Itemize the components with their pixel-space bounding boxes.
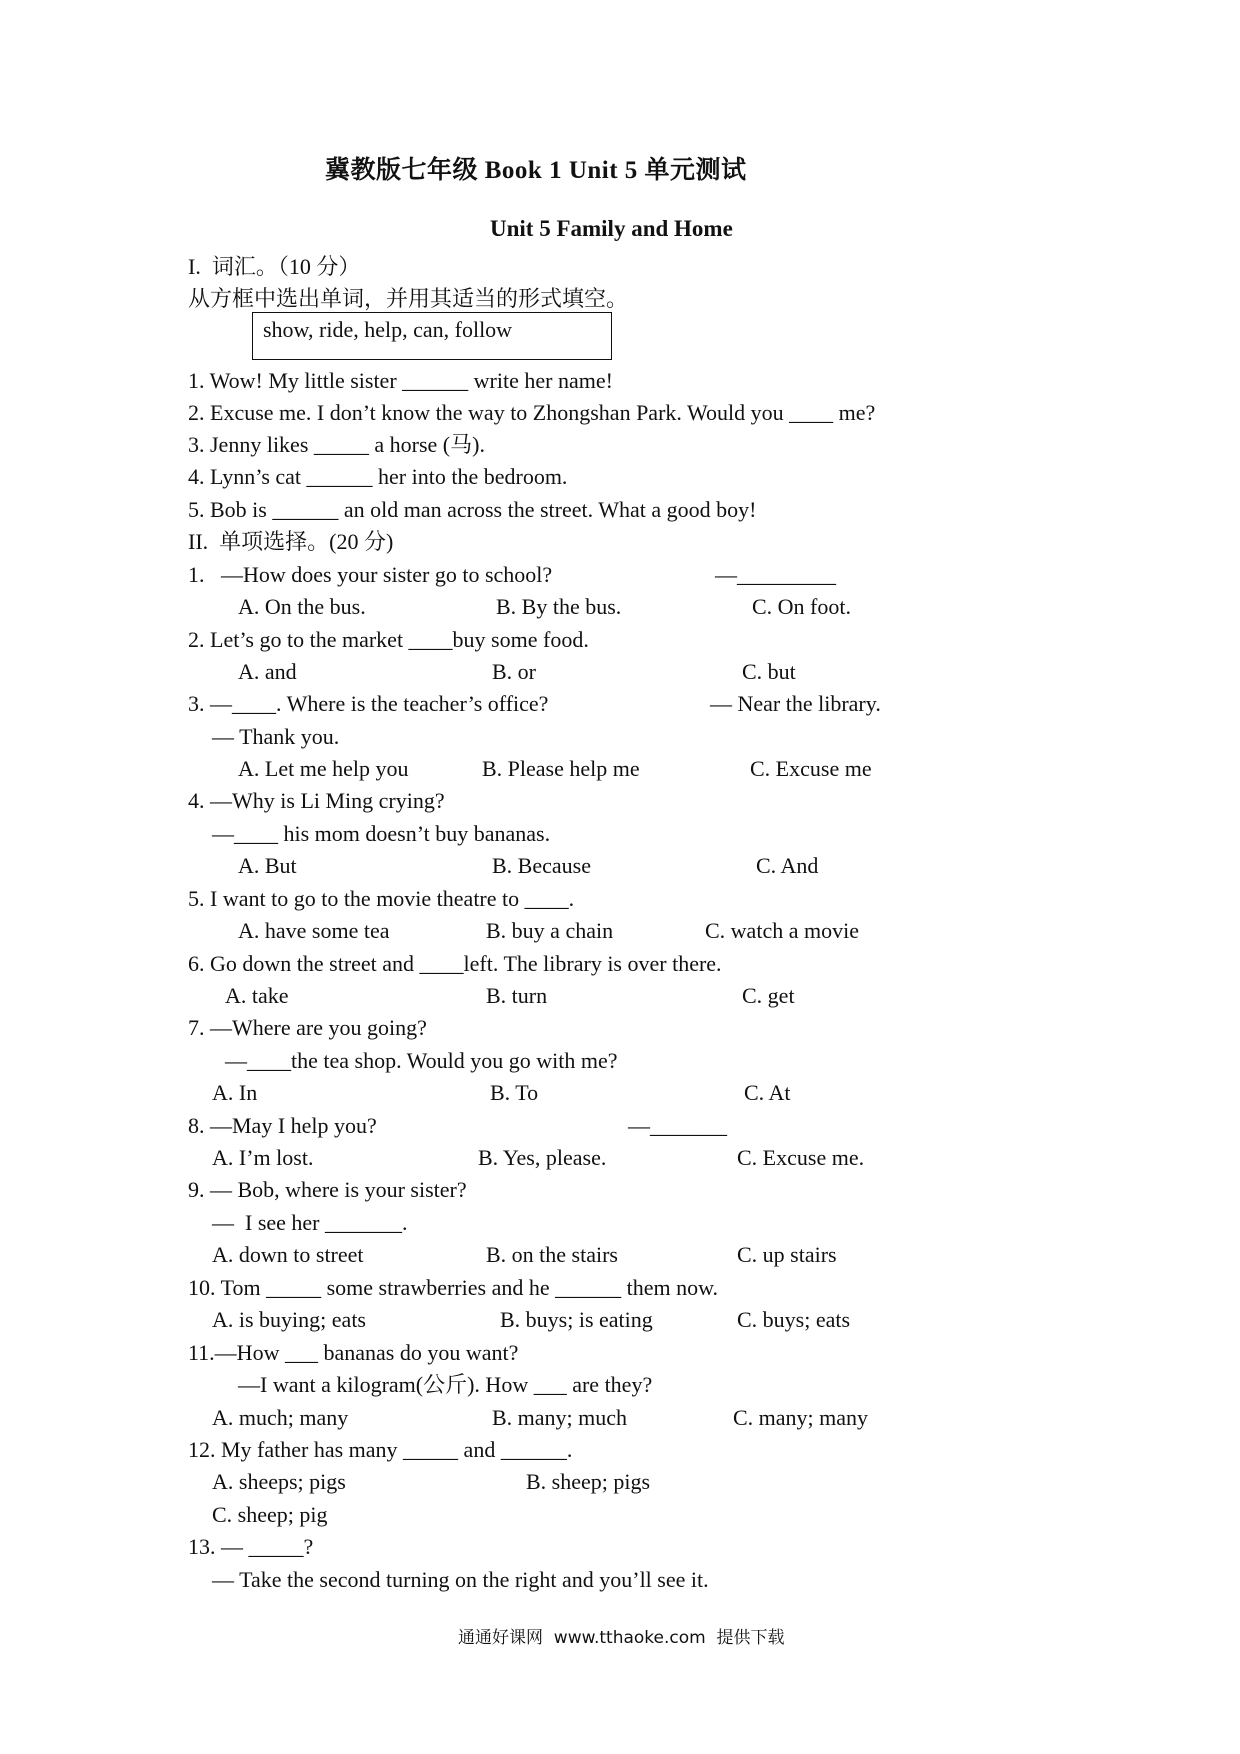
question-8-option-a: A. I’m lost. (212, 1145, 314, 1170)
question-12-option-b: B. sheep; pigs (526, 1469, 651, 1494)
vocab-item-5: 5. Bob is ______ an old man across the street. What a good boy! (188, 497, 757, 522)
word-box (252, 312, 612, 360)
question-3-stem: 3. —____. Where is the teacher’s office? (188, 691, 549, 716)
question-10-stem: 10. Tom _____ some strawberries and he ______ them now. (188, 1275, 719, 1300)
question-2-stem: 2. Let’s go to the market ____buy some food. (188, 627, 589, 652)
question-9-stem-line2: — I see her _______. (212, 1210, 408, 1235)
question-5-option-b: B. buy a chain (486, 918, 614, 943)
question-12-stem: 12. My father has many _____ and ______. (188, 1437, 573, 1462)
question-3-reply: — Near the library. (710, 691, 881, 716)
question-2-option-b: B. or (492, 659, 536, 684)
question-10-option-c: C. buys; eats (737, 1307, 851, 1332)
question-8-option-c: C. Excuse me. (737, 1145, 865, 1170)
question-4-option-a: A. But (238, 853, 297, 878)
question-13-stem: 13. — _____? (188, 1534, 314, 1559)
footer-source: 通通好课网 www.tthaoke.com 提供下载 (458, 1628, 785, 1648)
question-3-option-c: C. Excuse me (750, 756, 872, 781)
question-2-option-a: A. and (238, 659, 297, 684)
section1-instruction: 从方框中选出单词，并用其适当的形式填空。 (188, 286, 629, 311)
question-6-option-c: C. get (742, 983, 795, 1008)
question-3-stem-line2: — Thank you. (212, 724, 340, 749)
question-7-stem-line2: —____the tea shop. Would you go with me? (225, 1048, 618, 1073)
question-9-option-b: B. on the stairs (486, 1242, 618, 1267)
question-3-option-a: A. Let me help you (238, 756, 409, 781)
document-subtitle: Unit 5 Family and Home (490, 216, 733, 241)
question-4-stem: 4. —Why is Li Ming crying? (188, 788, 445, 813)
question-7-stem: 7. —Where are you going? (188, 1015, 427, 1040)
question-11-stem: 11.—How ___ bananas do you want? (188, 1340, 519, 1365)
question-5-stem: 5. I want to go to the movie theatre to ____. (188, 886, 575, 911)
question-6-stem: 6. Go down the street and ____left. The library is over there. (188, 951, 722, 976)
vocab-item-4: 4. Lynn’s cat ______ her into the bedroom. (188, 464, 568, 489)
question-1-option-a: A. On the bus. (238, 594, 366, 619)
question-7-option-a: A. In (212, 1080, 258, 1105)
question-9-stem: 9. — Bob, where is your sister? (188, 1177, 467, 1202)
question-2-option-c: C. but (742, 659, 796, 684)
question-11-option-c: C. many; many (733, 1405, 869, 1430)
question-7-option-b: B. To (490, 1080, 539, 1105)
question-4-stem-line2: —____ his mom doesn’t buy bananas. (212, 821, 551, 846)
question-9-option-c: C. up stairs (737, 1242, 837, 1267)
question-1-stem: 1. —How does your sister go to school? (188, 562, 553, 587)
question-11-stem-line2: —I want a kilogram(公斤). How ___ are they? (238, 1372, 653, 1397)
question-6-option-a: A. take (225, 983, 289, 1008)
word-box-text: show, ride, help, can, follow (263, 317, 513, 342)
question-12-option-a: A. sheeps; pigs (212, 1469, 346, 1494)
vocab-item-2: 2. Excuse me. I don’t know the way to Zhongshan Park. Would you ____ me? (188, 400, 876, 425)
question-8-stem: 8. —May I help you? (188, 1113, 377, 1138)
question-11-option-b: B. many; much (492, 1405, 628, 1430)
question-10-option-a: A. is buying; eats (212, 1307, 366, 1332)
vocab-item-1: 1. Wow! My little sister ______ write her name! (188, 368, 613, 393)
question-7-option-c: C. At (744, 1080, 791, 1105)
question-5-option-c: C. watch a movie (705, 918, 859, 943)
question-13-stem-line2: — Take the second turning on the right and you’ll see it. (212, 1567, 709, 1592)
section1-heading: I. 词汇。（10 分） (188, 254, 361, 279)
question-12-option-c: C. sheep; pig (212, 1502, 328, 1527)
question-1-answer-blank: —_________ (715, 562, 836, 587)
question-1-option-b: B. By the bus. (496, 594, 622, 619)
question-1-option-c: C. On foot. (752, 594, 851, 619)
question-4-option-b: B. Because (492, 853, 591, 878)
question-8-answer-blank: —_______ (628, 1113, 727, 1138)
question-11-option-a: A. much; many (212, 1405, 349, 1430)
vocab-item-3: 3. Jenny likes _____ a horse (马). (188, 432, 485, 457)
question-6-option-b: B. turn (486, 983, 548, 1008)
question-4-option-c: C. And (756, 853, 819, 878)
question-9-option-a: A. down to street (212, 1242, 364, 1267)
section2-heading: II. 单项选择。(20 分) (188, 529, 394, 554)
question-10-option-b: B. buys; is eating (500, 1307, 653, 1332)
question-5-option-a: A. have some tea (238, 918, 390, 943)
question-8-option-b: B. Yes, please. (478, 1145, 607, 1170)
question-3-option-b: B. Please help me (482, 756, 640, 781)
document-title: 冀教版七年级 Book 1 Unit 5 单元测试 (325, 157, 747, 184)
